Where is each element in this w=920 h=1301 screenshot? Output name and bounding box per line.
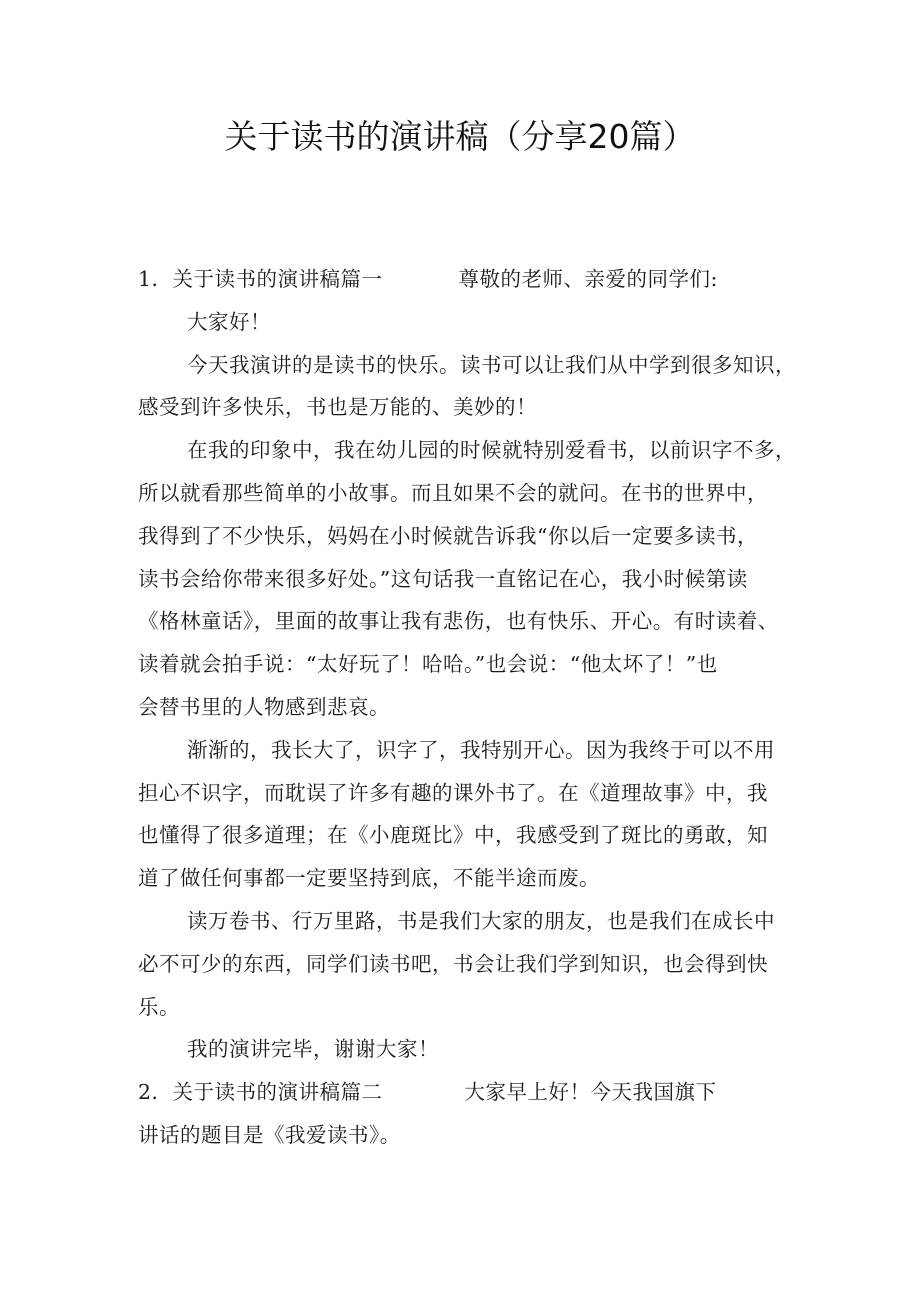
section-2-heading: 2．关于读书的演讲稿篇二 [138, 1080, 383, 1105]
paragraph-line: 《格林童话》，里面的故事让我有悲伤，也有快乐、开心。有时读着、 [138, 609, 779, 634]
section-2-heading-line [138, 1071, 788, 1114]
paragraph-line: 道了做任何事都一定要坚持到底，不能半途而废。 [138, 866, 600, 891]
section-1-heading-line [138, 258, 788, 301]
paragraph-line: 渐渐的，我长大了，识字了，我特别开心。因为我终于可以不用 [187, 737, 775, 762]
section-1-heading: 1．关于读书的演讲稿篇一 [138, 267, 383, 291]
paragraph-line: 担心不识字，而耽误了许多有趣的课外书了。在《道理故事》中，我 [138, 780, 768, 805]
paragraph-line: 也懂得了很多道理；在《小鹿斑比》中，我感受到了斑比的勇敢，知 [138, 823, 768, 848]
paragraph-line: 在我的印象中，我在幼儿园的时候就特别爱看书，以前识字不多， [187, 438, 796, 463]
paragraph-line: 读着就会拍手说：“太好玩了！哈哈。”也会说：“他太坏了！”也 [138, 652, 718, 677]
document-title: 关于读书的演讲稿（分享20篇） [224, 117, 696, 156]
paragraph-line: 必不可少的东西，同学们读书吧，书会让我们学到知识，也会得到快 [138, 951, 768, 976]
paragraph-line: 感受到许多快乐，书也是万能的、美妙的！ [138, 395, 537, 420]
paragraph-line: 今天我演讲的是读书的快乐。读书可以让我们从中学到很多知识， [187, 352, 796, 377]
section-2-opening: 大家早上好！今天我国旗下 [464, 1080, 717, 1105]
document-body [138, 258, 796, 1157]
paragraph-line: 讲话的题目是《我爱读书》。 [138, 1122, 401, 1147]
section-1-greeting: 尊敬的老师、亲爱的同学们: [458, 267, 718, 291]
paragraph-line: 会替书里的人物感到悲哀。 [138, 694, 390, 719]
paragraph-line: 读书会给你带来很多好处。”这句话我一直铭记在心，我小时候第读 [138, 566, 748, 591]
paragraph-line: 乐。 [138, 994, 180, 1019]
paragraph-line: 读万卷书、行万里路，书是我们大家的朋友，也是我们在成长中 [187, 908, 775, 933]
paragraph-line: 我的演讲完毕，谢谢大家！ [187, 1037, 439, 1062]
paragraph-line: 大家好！ [187, 309, 271, 334]
paragraph-line: 我得到了不少快乐，妈妈在小时候就告诉我“你以后一定要多读书， [138, 523, 758, 548]
paragraph-line: 所以就看那些简单的小故事。而且如果不会的就问。在书的世界中， [138, 480, 768, 505]
